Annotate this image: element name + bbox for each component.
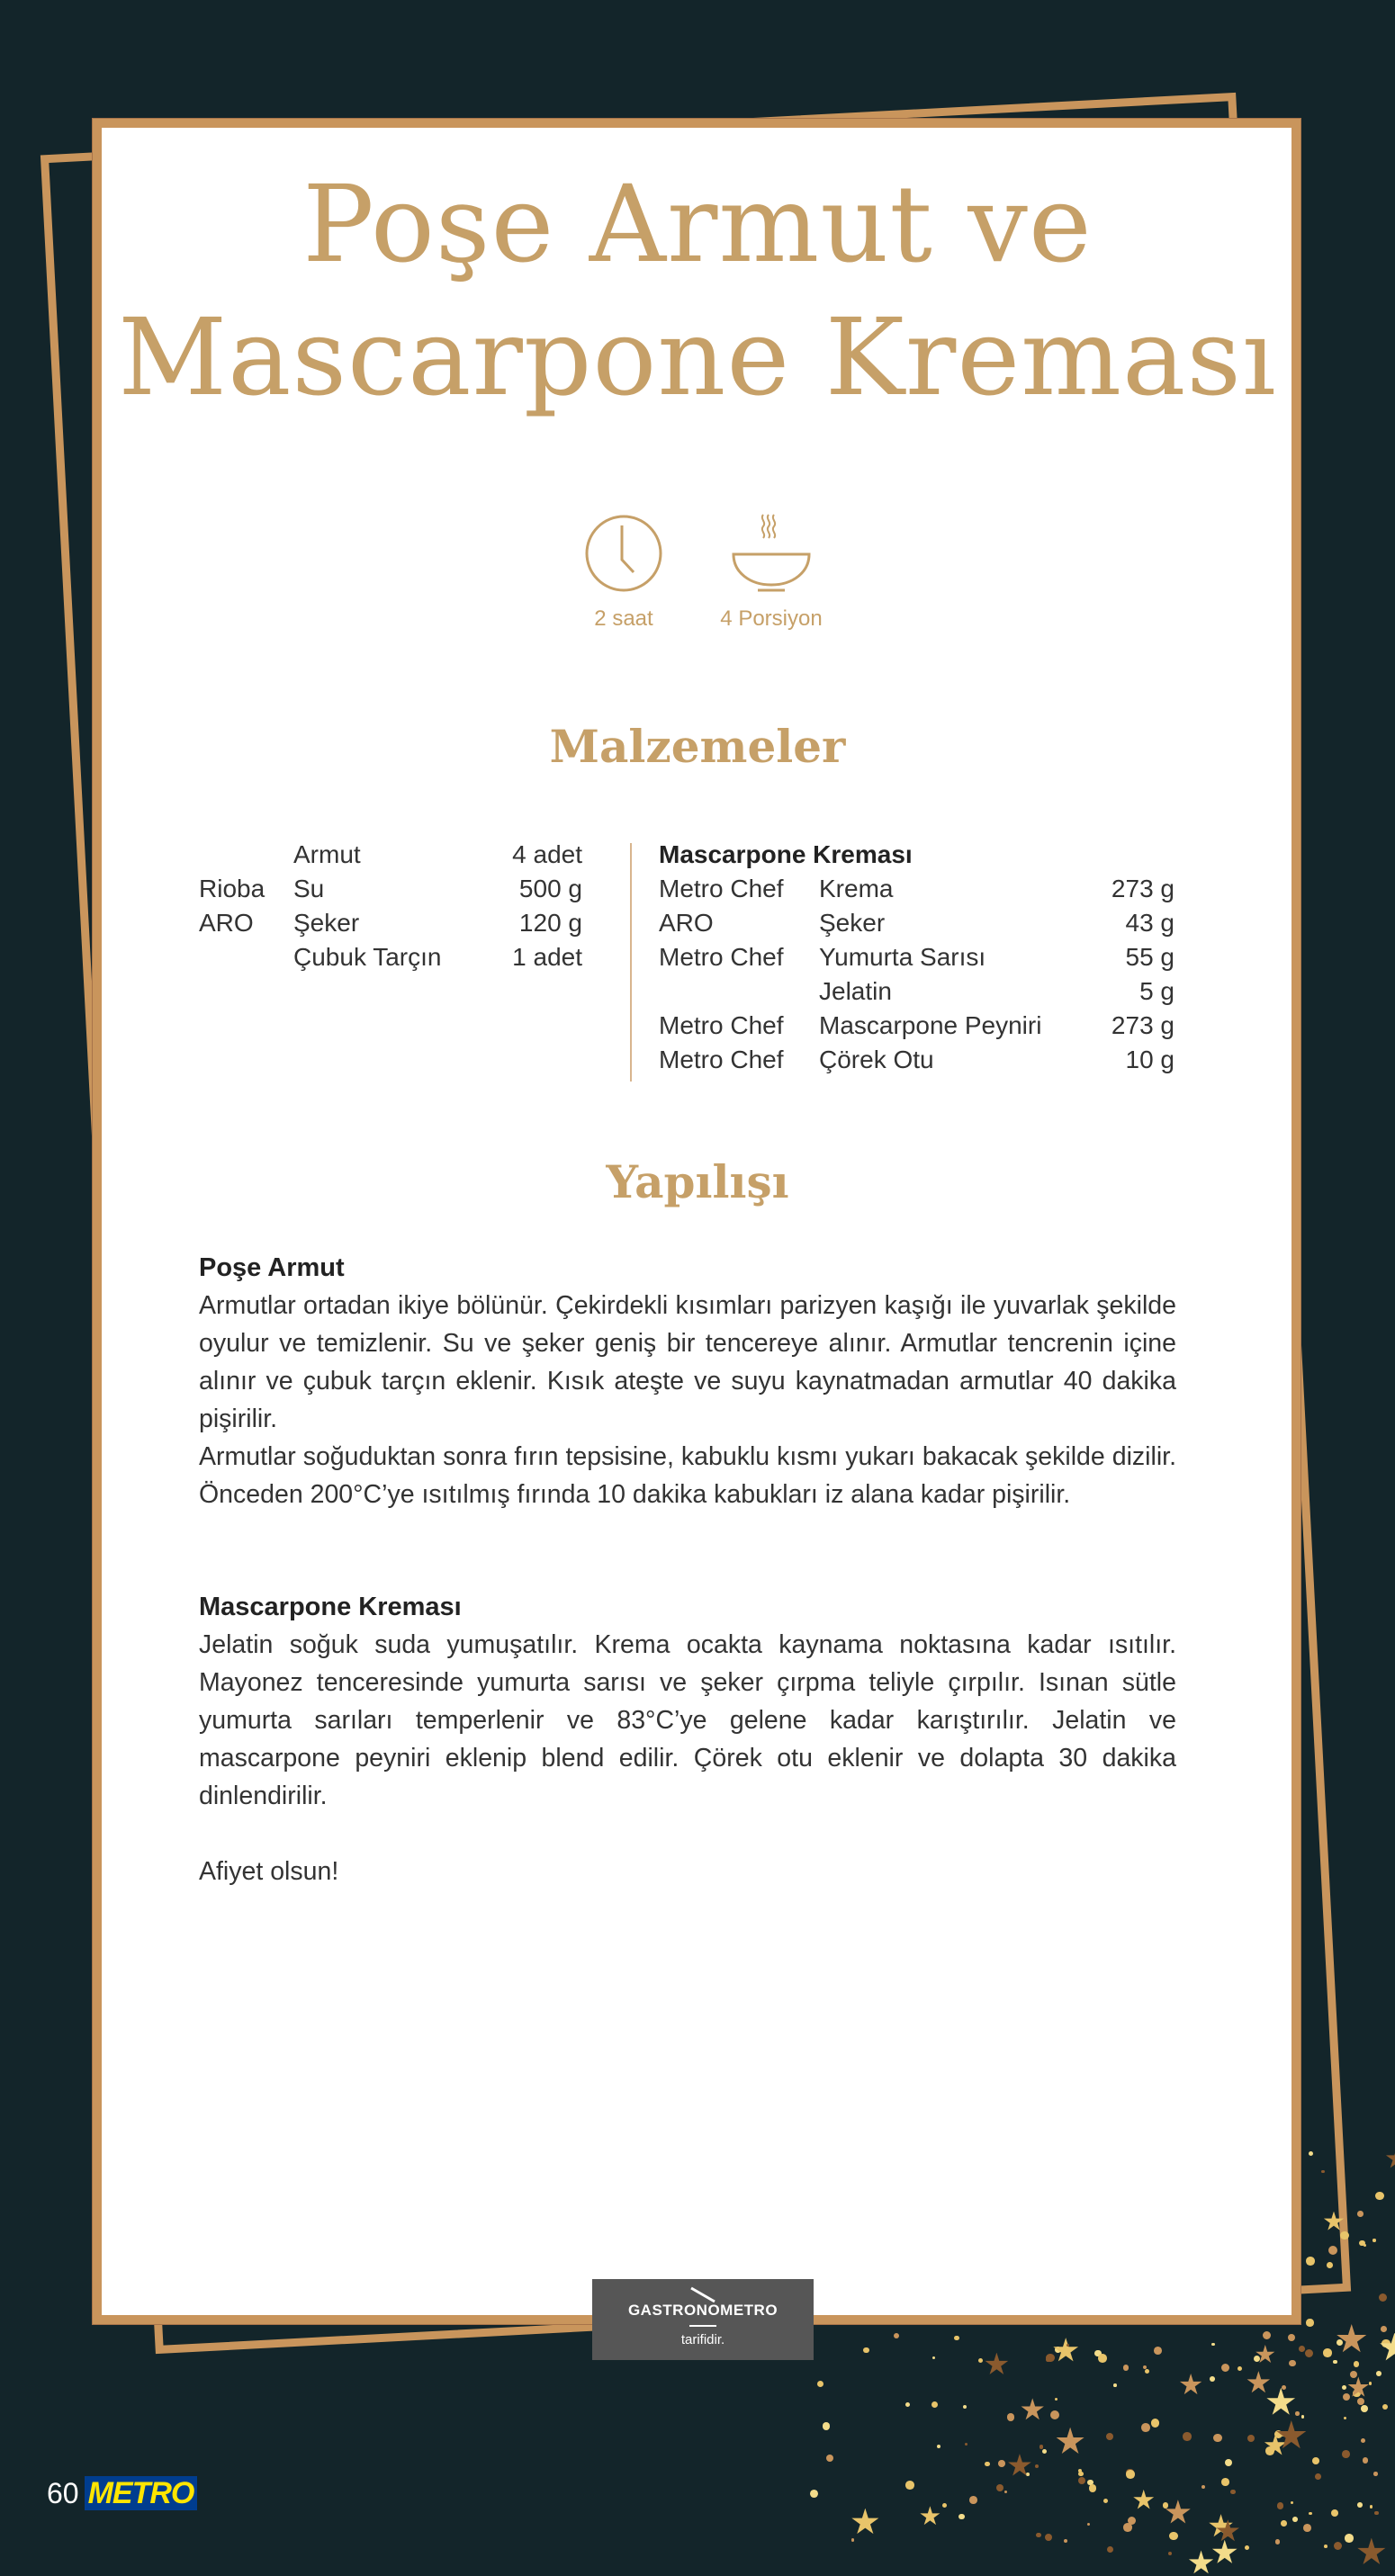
ingredient-name: Şeker (819, 909, 886, 937)
star-dot (1372, 2239, 1375, 2241)
star-dot (1357, 2398, 1364, 2405)
page-number: 60 (47, 2476, 79, 2509)
star-dot (1309, 2512, 1311, 2515)
star-dot (1098, 2354, 1107, 2363)
method-section-cream (199, 1588, 1176, 1890)
ingredient-qty: 1 adet (512, 943, 582, 971)
portion-label: 4 Porsiyon (720, 606, 823, 631)
star-dot (1382, 2404, 1388, 2410)
pear-ingredients (199, 838, 582, 974)
star-dot (1266, 2388, 1296, 2418)
star-dot (937, 2445, 940, 2448)
ingredient-name: Şeker (293, 909, 360, 937)
star-dot (1004, 2491, 1007, 2493)
star-dot (1064, 2539, 1067, 2543)
star-dot (998, 2460, 1005, 2467)
star-dot (1151, 2419, 1159, 2427)
star-dot (1066, 2344, 1070, 2347)
star-dot (1295, 2411, 1300, 2416)
star-dot (1350, 2371, 1357, 2378)
star-dot (1247, 2435, 1255, 2442)
star-dot (1202, 2485, 1205, 2489)
bowl-icon (731, 513, 812, 594)
section-title: Poşe Armut (199, 1253, 345, 1282)
star-dot (1345, 2534, 1354, 2543)
star-dot (1344, 2417, 1346, 2419)
star-dot (978, 2358, 983, 2363)
star-dot (1254, 2356, 1261, 2363)
portion-info (717, 513, 825, 632)
star-dot (851, 2538, 854, 2541)
star-dot (1323, 2348, 1331, 2356)
ingredient-brand: Metro Chef (659, 875, 784, 902)
star-dot (1342, 2450, 1350, 2458)
ingredient-row (659, 1009, 1174, 1043)
star-dot (1211, 2343, 1214, 2346)
column-divider (630, 843, 632, 1082)
star-dot (1040, 2445, 1044, 2449)
recipe-title: Poşe Armut ve Mascarpone Kreması (118, 162, 1277, 419)
star-dot (1056, 2428, 1084, 2456)
star-dot (1309, 2151, 1313, 2156)
ingredient-row (659, 940, 1174, 974)
ingredient-qty: 43 g (1125, 909, 1174, 937)
ingredient-row (659, 872, 1174, 906)
star-dot (958, 2514, 964, 2519)
star-dot (1107, 2546, 1113, 2553)
star-dot (1289, 2360, 1295, 2366)
ingredient-row (659, 1043, 1174, 1077)
method-section-pear (199, 1249, 1176, 1513)
clock-icon (583, 513, 664, 594)
star-dot (1087, 2523, 1090, 2526)
star-dot (823, 2422, 831, 2430)
star-dot (1315, 2473, 1321, 2480)
star-dot (1292, 2517, 1298, 2522)
ingredient-name: Armut (293, 840, 361, 868)
star-dot (1334, 2542, 1342, 2550)
star-dot (851, 2509, 879, 2536)
badge-tagline: tarifidir. (680, 2332, 725, 2347)
star-dot (985, 2462, 989, 2466)
star-dot (1333, 2360, 1336, 2364)
ingredient-name: Krema (819, 875, 894, 902)
ingredient-row (659, 906, 1174, 940)
ingredient-brand: ARO (199, 909, 254, 937)
star-dot (1128, 2517, 1136, 2525)
star-dot (1103, 2499, 1108, 2503)
star-dot (1370, 2505, 1372, 2508)
star-dot (1369, 2382, 1372, 2384)
star-dot (1303, 2524, 1311, 2532)
star-dot (1263, 2331, 1271, 2339)
star-dot (1373, 2472, 1378, 2476)
ingredient-qty: 4 adet (512, 840, 582, 868)
ingredient-qty: 5 g (1139, 977, 1174, 1005)
star-dot (1165, 2500, 1191, 2526)
star-dot (1374, 2511, 1378, 2515)
star-dot (1246, 2371, 1271, 2395)
star-dot (1327, 2262, 1333, 2268)
star-dot (1078, 2472, 1084, 2477)
ingredient-row (659, 974, 1174, 1009)
time-info (570, 513, 678, 632)
star-dot (1221, 2478, 1229, 2486)
star-dot (1376, 2371, 1382, 2376)
star-dot (932, 2356, 935, 2359)
badge-rule (689, 2325, 716, 2327)
star-dot (1154, 2347, 1162, 2355)
star-dot (1133, 2490, 1155, 2511)
star-dot (1379, 2293, 1387, 2302)
star-dot (1281, 2520, 1287, 2527)
star-dot (817, 2381, 824, 2387)
star-dot (1141, 2423, 1150, 2432)
ingredient-name: Çörek Otu (819, 1046, 934, 1073)
star-dot (1256, 2345, 1275, 2365)
ingredient-name: Mascarpone Peyniri (819, 1011, 1042, 1039)
star-dot (1126, 2470, 1134, 2478)
ingredient-qty: 55 g (1125, 943, 1174, 971)
ingredient-brand (199, 940, 293, 974)
star-dot (1123, 2365, 1130, 2371)
star-dot (942, 2503, 947, 2508)
ingredient-row (199, 906, 582, 940)
star-dot (1210, 2376, 1215, 2382)
section-title: Mascarpone Kreması (199, 1593, 462, 1621)
star-dot (1221, 2364, 1229, 2372)
ingredient-name: Çubuk Tarçın (293, 943, 442, 971)
star-dot (1299, 2346, 1305, 2352)
star-dot (1078, 2477, 1086, 2485)
star-dot (996, 2484, 1004, 2491)
star-dot (1375, 2192, 1384, 2201)
ingredient-name: Su (293, 875, 325, 902)
star-dot (1288, 2334, 1295, 2341)
star-dot (963, 2405, 967, 2409)
star-dot (1364, 2244, 1367, 2248)
ingredient-qty: 120 g (518, 909, 582, 937)
star-dot (1245, 2545, 1249, 2550)
star-dot (1168, 2552, 1172, 2555)
star-dot (1363, 2457, 1369, 2464)
star-dot (1357, 2211, 1364, 2217)
star-dot (1211, 2540, 1238, 2566)
star-dot (1354, 2361, 1359, 2366)
star-dot (1340, 2231, 1349, 2240)
star-dot (1050, 2410, 1059, 2419)
ingredient-name: Yumurta Sarısı (819, 943, 986, 971)
star-dot (1026, 2473, 1030, 2476)
ingredient-row (199, 838, 582, 872)
ingredient-brand: ARO (659, 909, 714, 937)
star-dot (905, 2481, 914, 2490)
time-label: 2 saat (594, 606, 653, 631)
star-dot (1357, 2502, 1363, 2508)
star-dot (1230, 2490, 1236, 2495)
paragraph: Armutlar ortadan ikiye bölünür. Çekirdekli kısımları parizyen kaşığı ile yuvarlak şekilde oyulur ve temizlenir. Su ve şeker geniş bir tencereye alınır. Armutlar tencrenin içine alınır ve çubuk tarçın eklenir. Kısık ateşte ve suyu kaynatmadan armutlar 40 dakika pişirilir. (199, 1291, 1176, 1433)
star-dot (826, 2455, 833, 2462)
star-dot (1007, 2413, 1014, 2420)
star-dot (1282, 2385, 1286, 2390)
star-dot (1275, 2539, 1280, 2544)
star-dot (1379, 2333, 1395, 2364)
star-dot (1225, 2459, 1233, 2467)
star-dot (1021, 2398, 1044, 2421)
recipe-meta (0, 513, 1395, 632)
star-dot (1046, 2354, 1054, 2362)
star-dot (1055, 2398, 1058, 2401)
ingredient-qty: 500 g (518, 875, 582, 902)
ingredient-row (199, 872, 582, 906)
star-dot (1106, 2433, 1114, 2441)
star-dot (1291, 2501, 1293, 2504)
star-dot (1089, 2484, 1096, 2491)
ingredient-row (199, 940, 582, 974)
star-dot (810, 2490, 818, 2498)
cream-ingredients (659, 838, 1174, 1077)
star-dot (1336, 2339, 1343, 2346)
star-dot (1306, 2257, 1314, 2265)
ingredient-qty: 273 g (1111, 1011, 1174, 1039)
star-dot (1213, 2434, 1222, 2443)
star-dot (1301, 2415, 1305, 2419)
star-dot (1188, 2550, 1213, 2575)
star-dot (1042, 2449, 1047, 2454)
cream-ingredients-heading: Mascarpone Kreması (659, 840, 913, 868)
recipe-card (93, 119, 1300, 2324)
ingredient-brand (659, 974, 819, 1009)
method-heading: Yapılışı (606, 1155, 789, 1208)
star-dot (1342, 2385, 1346, 2390)
star-dot (1324, 2545, 1328, 2548)
star-dot (905, 2402, 910, 2407)
ingredient-brand: Rioba (199, 875, 266, 902)
star-dot (1323, 2212, 1344, 2232)
ingredient-brand: Metro Chef (659, 1011, 784, 1039)
paragraph: Jelatin soğuk suda yumuşatılır. Krema ocakta kaynama noktasına kadar ısıtılır. Mayonez tenceresinde yumurta sarısı ve şeker çırpma teliyle çırpılır. Isınan sütle yumurta sarıları temperlenir ve 83°C’ye gelene kadar karıştırılır. Jelatin ve mascarpone peyniri eklenip blend edilir. Çörek otu eklenir ve dolapta 30 dakika dinlendirilir. (199, 1630, 1176, 1810)
star-dot (1321, 2170, 1325, 2174)
star-dot (965, 2443, 968, 2446)
star-dot (1277, 2502, 1284, 2509)
star-dot (1045, 2534, 1052, 2541)
star-dot (1036, 2533, 1041, 2538)
star-dot (1179, 2374, 1202, 2396)
ingredient-brand: Metro Chef (659, 1046, 784, 1073)
star-dot (1145, 2369, 1149, 2374)
star-dot (1331, 2509, 1338, 2517)
star-dot (1328, 2246, 1337, 2255)
star-dot (954, 2336, 959, 2341)
star-dot (1385, 2148, 1395, 2170)
ingredient-brand (199, 838, 293, 872)
star-dot (894, 2333, 899, 2338)
ingredients-heading: Malzemeler (549, 720, 846, 773)
star-dot (920, 2506, 940, 2527)
star-dot (1169, 2532, 1178, 2541)
star-dot (1113, 2383, 1117, 2387)
star-dot (1306, 2319, 1313, 2326)
star-dot (863, 2347, 869, 2354)
paragraph: Armutlar soğuduktan sonra fırın tepsisine, kabuklu kısmı yukarı bakacak şekilde dizilir. Önceden 200°C’ye ısıtılmış fırında 10 dakika kabukları iz alana kadar pişirilir. (199, 1442, 1176, 1509)
star-dot (1163, 2502, 1168, 2508)
star-dot (1035, 2464, 1039, 2468)
badge-brand: GASTRONOMETRO (627, 2302, 778, 2319)
page-footer (47, 2476, 197, 2510)
star-dot (1381, 2326, 1387, 2332)
star-dot (1343, 2393, 1350, 2401)
star-dot (1357, 2538, 1386, 2567)
star-dot (1361, 2438, 1365, 2443)
star-dot (1305, 2349, 1313, 2357)
star-dot (1312, 2457, 1319, 2464)
star-dot (1238, 2366, 1242, 2371)
metro-logo: METRO (85, 2476, 198, 2510)
ingredient-brand: Metro Chef (659, 943, 784, 971)
star-dot (985, 2353, 1009, 2377)
ingredient-qty: 10 g (1125, 1046, 1174, 1073)
gastrometro-badge (592, 2279, 814, 2360)
star-dot (1361, 2405, 1368, 2412)
ingredient-name: Jelatin (819, 977, 892, 1005)
star-dot (932, 2401, 938, 2408)
ingredient-qty: 273 g (1111, 875, 1174, 902)
closing-text: Afiyet olsun! (199, 1857, 339, 1886)
star-dot (1183, 2432, 1191, 2440)
star-dot (969, 2496, 977, 2504)
whisk-icon (690, 2287, 715, 2303)
